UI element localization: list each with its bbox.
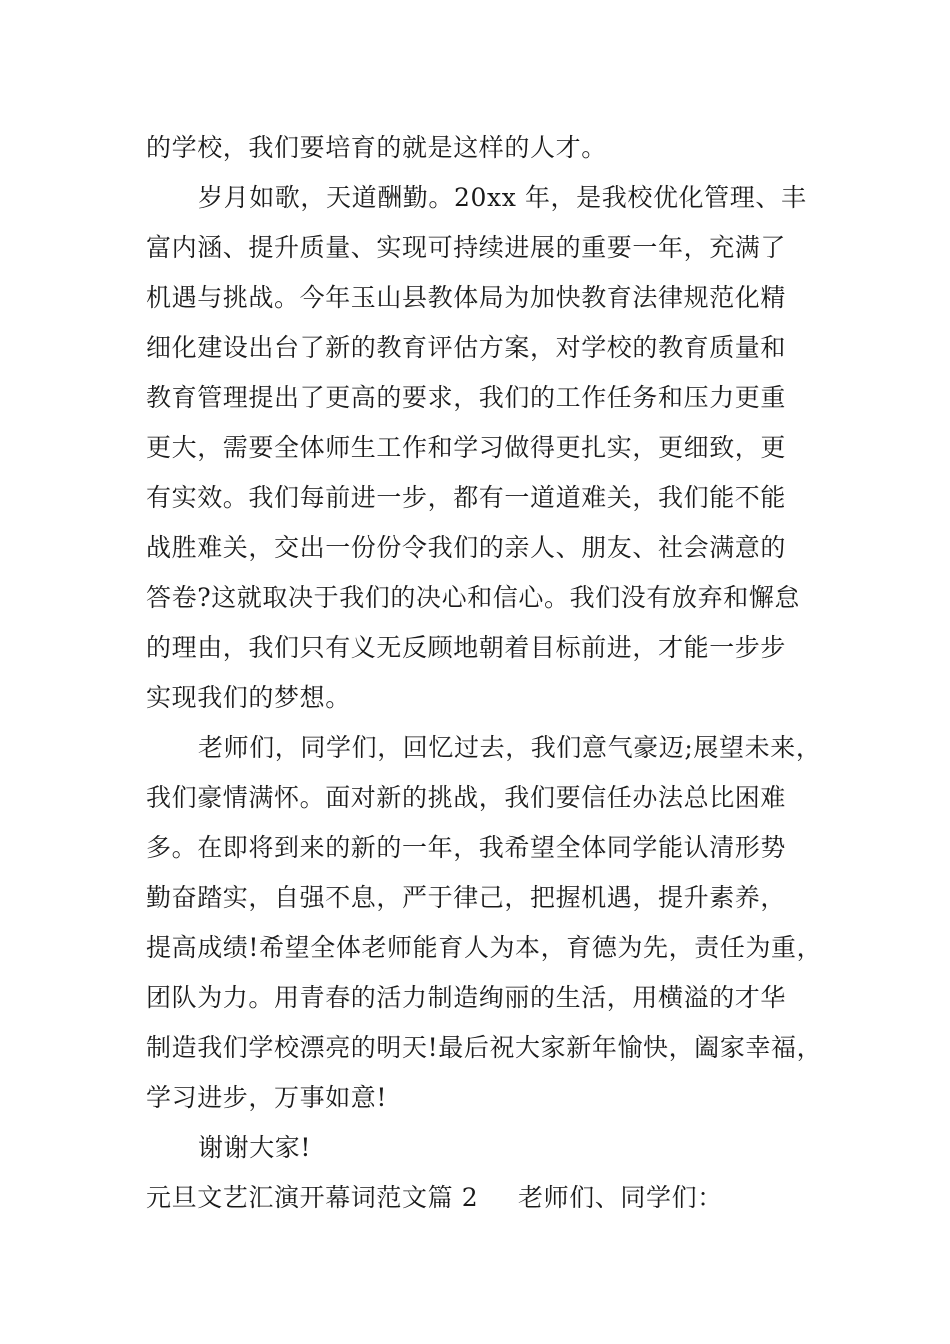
text-line: 战胜难关，交出一份份令我们的亲人、朋友、社会满意的: [146, 533, 787, 562]
text-line: 团队为力。用青春的活力制造绚丽的生活，用横溢的才华: [146, 983, 787, 1012]
greeting: 老师们、同学们：: [518, 1183, 723, 1212]
text-line: 富内涵、提升质量、实现可持续进展的重要一年，充满了: [146, 233, 787, 262]
section-title: 元旦文艺汇演开幕词范文篇 2: [146, 1183, 479, 1212]
text-line: 机遇与挑战。今年玉山县教体局为加快教育法律规范化精: [146, 283, 787, 312]
text-line: 我们豪情满怀。面对新的挑战，我们要信任办法总比困难: [146, 783, 787, 812]
text-line: 的学校，我们要培育的就是这样的人才。: [146, 133, 607, 162]
text-line: 的理由，我们只有义无反顾地朝着目标前进，才能一步步: [146, 633, 787, 662]
text-line: 勤奋踏实，自强不息，严于律己，把握机遇，提升素养，: [146, 883, 787, 912]
text-line: 教育管理提出了更高的要求，我们的工作任务和压力更重: [146, 383, 787, 412]
text-line: 更大，需要全体师生工作和学习做得更扎实，更细致，更: [146, 433, 787, 462]
paragraph-start-line: 岁月如歌，天道酬勤。20xx 年，是我校优化管理、丰: [198, 183, 807, 212]
section-heading-row: [146, 1178, 723, 1218]
text-line: 多。在即将到来的新的一年，我希望全体同学能认清形势: [146, 833, 787, 862]
closing-line: 谢谢大家!: [198, 1133, 312, 1162]
text-line: 答卷?这就取决于我们的决心和信心。我们没有放弃和懈怠: [146, 583, 801, 612]
text-line: 有实效。我们每前进一步，都有一道道难关，我们能不能: [146, 483, 787, 512]
text-line: 实现我们的梦想。: [146, 683, 351, 712]
text-line: 细化建设出台了新的教育评估方案，对学校的教育质量和: [146, 333, 787, 362]
text-line: 提高成绩!希望全体老师能育人为本，育德为先，责任为重，: [146, 933, 823, 962]
text-line: 学习进步，万事如意!: [146, 1083, 388, 1112]
text-line: 制造我们学校漂亮的明天!最后祝大家新年愉快，阖家幸福，: [146, 1033, 823, 1062]
paragraph-start-line: 老师们，同学们，回忆过去，我们意气豪迈;展望未来，: [198, 733, 822, 762]
